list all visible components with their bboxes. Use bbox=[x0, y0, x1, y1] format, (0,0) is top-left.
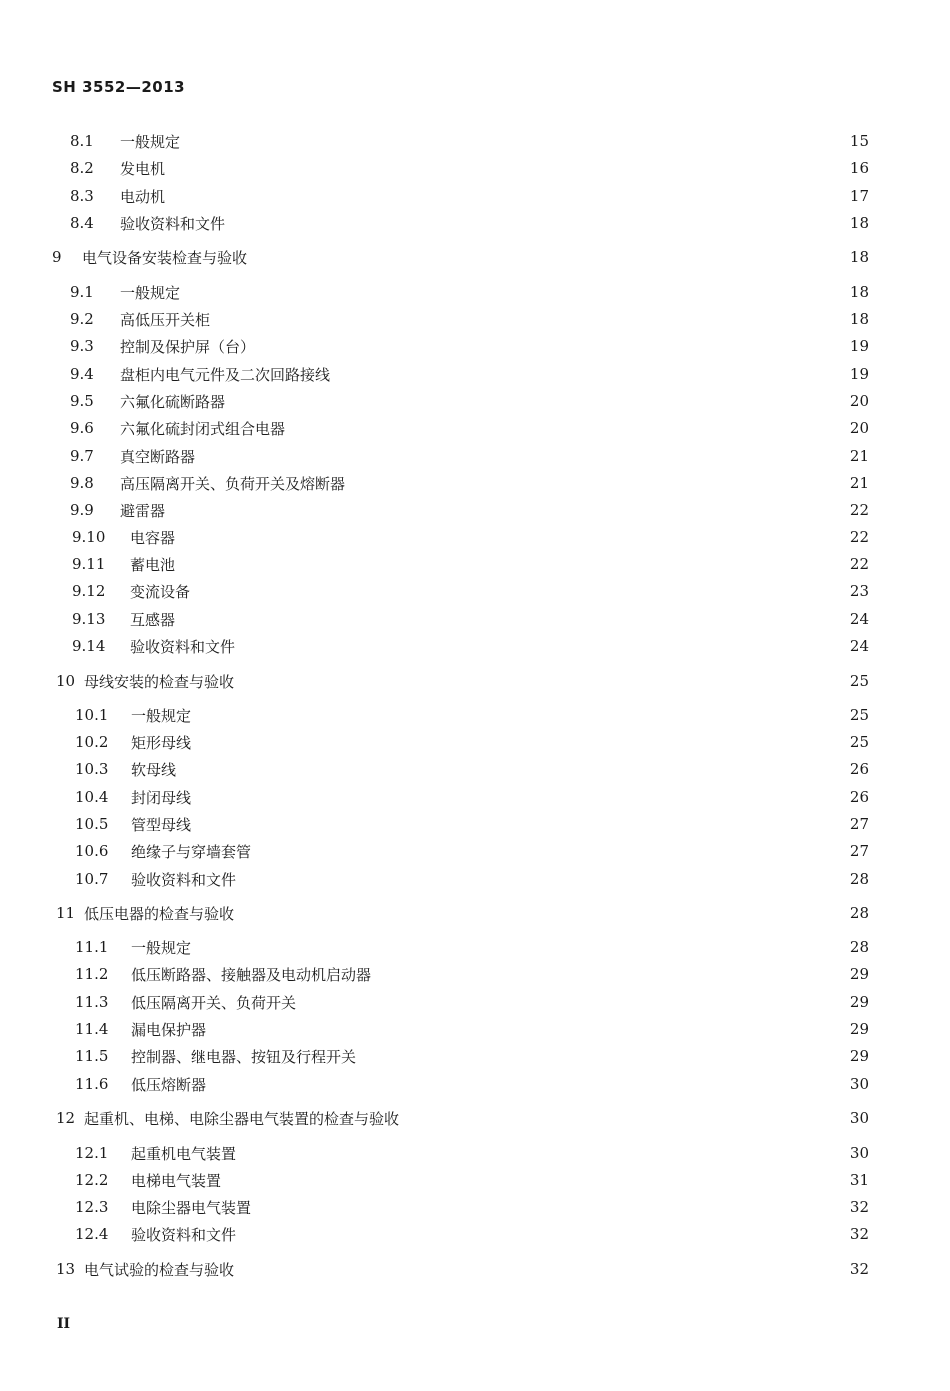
toc-entry-title: 低压熔断器 bbox=[131, 1075, 207, 1094]
toc-section-entry[interactable] bbox=[0, 704, 950, 726]
toc-entry-page: 15 bbox=[849, 132, 869, 150]
dot-leader bbox=[252, 840, 846, 862]
toc-entry-title: 一般规定 bbox=[131, 938, 192, 957]
toc-section-entry[interactable] bbox=[0, 130, 950, 152]
dot-leader bbox=[192, 936, 846, 958]
toc-entry-number: 11.3 bbox=[75, 993, 109, 1011]
toc-chapter-entry[interactable] bbox=[0, 1107, 950, 1129]
toc-section-entry[interactable] bbox=[0, 472, 950, 494]
toc-entry-number: 9.8 bbox=[70, 474, 94, 492]
toc-entry-page: 22 bbox=[849, 555, 869, 573]
toc-section-entry[interactable] bbox=[0, 1018, 950, 1040]
toc-entry-page: 28 bbox=[849, 904, 869, 922]
toc-entry-title: 母线安装的检查与验收 bbox=[84, 672, 235, 691]
toc-entry-page: 25 bbox=[849, 706, 869, 724]
toc-entry-number: 13 bbox=[56, 1260, 76, 1278]
toc-entry-title: 验收资料和文件 bbox=[130, 637, 236, 656]
toc-section-entry[interactable] bbox=[0, 1142, 950, 1164]
toc-entry-page: 32 bbox=[849, 1260, 869, 1278]
dot-leader bbox=[237, 868, 846, 890]
toc-entry-number: 9 bbox=[52, 248, 62, 266]
toc-entry-number: 9.4 bbox=[70, 365, 94, 383]
toc-entry-number: 12.3 bbox=[75, 1198, 109, 1216]
toc-entry-number: 9.11 bbox=[72, 555, 106, 573]
dot-leader bbox=[211, 308, 846, 330]
toc-entry-number: 11.5 bbox=[75, 1047, 109, 1065]
toc-entry-title: 一般规定 bbox=[120, 132, 181, 151]
toc-section-entry[interactable] bbox=[0, 1073, 950, 1095]
toc-entry-number: 11 bbox=[56, 904, 76, 922]
dot-leader bbox=[192, 813, 846, 835]
toc-entry-number: 10.2 bbox=[75, 733, 109, 751]
toc-entry-page: 29 bbox=[849, 1047, 869, 1065]
toc-entry-number: 11.2 bbox=[75, 965, 109, 983]
toc-entry-title: 封闭母线 bbox=[131, 788, 192, 807]
toc-entry-page: 21 bbox=[849, 447, 869, 465]
toc-section-entry[interactable] bbox=[0, 1045, 950, 1067]
toc-entry-title: 避雷器 bbox=[120, 501, 166, 520]
toc-entry-number: 9.6 bbox=[70, 419, 94, 437]
toc-entry-page: 30 bbox=[849, 1109, 869, 1127]
dot-leader bbox=[222, 1169, 846, 1191]
toc-entry-number: 10.5 bbox=[75, 815, 109, 833]
toc-entry-number: 12 bbox=[56, 1109, 76, 1127]
toc-entry-page: 31 bbox=[849, 1171, 869, 1189]
page-number-footer: II bbox=[57, 1316, 71, 1332]
toc-section-entry[interactable] bbox=[0, 1169, 950, 1191]
dot-leader bbox=[235, 902, 846, 924]
dot-leader bbox=[346, 472, 846, 494]
toc-entry-title: 电除尘器电气装置 bbox=[131, 1198, 252, 1217]
toc-entry-number: 10.7 bbox=[75, 870, 109, 888]
dot-leader bbox=[226, 212, 846, 234]
toc-entry-number: 9.2 bbox=[70, 310, 94, 328]
toc-entry-title: 电动机 bbox=[120, 187, 166, 206]
toc-entry-number: 9.3 bbox=[70, 337, 94, 355]
dot-leader bbox=[181, 281, 846, 303]
dot-leader bbox=[235, 670, 846, 692]
toc-section-entry[interactable] bbox=[0, 417, 950, 439]
toc-entry-page: 32 bbox=[849, 1225, 869, 1243]
toc-section-entry[interactable] bbox=[0, 786, 950, 808]
toc-entry-page: 20 bbox=[849, 392, 869, 410]
toc-entry-page: 20 bbox=[849, 419, 869, 437]
toc-section-entry[interactable] bbox=[0, 991, 950, 1013]
toc-entry-page: 30 bbox=[849, 1144, 869, 1162]
toc-entry-page: 22 bbox=[849, 528, 869, 546]
dot-leader bbox=[176, 553, 846, 575]
toc-entry-number: 8.4 bbox=[70, 214, 94, 232]
toc-entry-number: 8.1 bbox=[70, 132, 94, 150]
toc-section-entry[interactable] bbox=[0, 363, 950, 385]
toc-entry-number: 10.3 bbox=[75, 760, 109, 778]
dot-leader bbox=[236, 635, 846, 657]
toc-entry-page: 25 bbox=[849, 672, 869, 690]
toc-entry-page: 16 bbox=[849, 159, 869, 177]
toc-entry-number: 10.6 bbox=[75, 842, 109, 860]
toc-section-entry[interactable] bbox=[0, 963, 950, 985]
toc-section-entry[interactable] bbox=[0, 308, 950, 330]
toc-entry-title: 绝缘子与穿墙套管 bbox=[131, 842, 252, 861]
dot-leader bbox=[226, 390, 846, 412]
toc-entry-title: 高压隔离开关、负荷开关及熔断器 bbox=[120, 474, 346, 493]
toc-section-entry[interactable] bbox=[0, 526, 950, 548]
toc-entry-title: 软母线 bbox=[131, 760, 177, 779]
toc-section-entry[interactable] bbox=[0, 157, 950, 179]
dot-leader bbox=[191, 580, 846, 602]
toc-entry-title: 电气设备安装检查与验收 bbox=[82, 248, 248, 267]
dot-leader bbox=[196, 445, 846, 467]
toc-entry-page: 27 bbox=[849, 815, 869, 833]
toc-entry-page: 24 bbox=[849, 637, 869, 655]
toc-entry-page: 26 bbox=[849, 788, 869, 806]
dot-leader bbox=[192, 731, 846, 753]
toc-entry-number: 8.3 bbox=[70, 187, 94, 205]
toc-section-entry[interactable] bbox=[0, 1223, 950, 1245]
toc-entry-number: 11.1 bbox=[75, 938, 109, 956]
toc-entry-title: 高低压开关柜 bbox=[120, 310, 211, 329]
toc-entry-number: 9.7 bbox=[70, 447, 94, 465]
toc-entry-number: 9.5 bbox=[70, 392, 94, 410]
toc-section-entry[interactable] bbox=[0, 499, 950, 521]
dot-leader bbox=[237, 1223, 846, 1245]
dot-leader bbox=[176, 526, 846, 548]
toc-entry-page: 18 bbox=[849, 310, 869, 328]
toc-entry-number: 11.6 bbox=[75, 1075, 109, 1093]
dot-leader bbox=[207, 1018, 846, 1040]
toc-entry-title: 控制及保护屏（台） bbox=[120, 337, 256, 356]
toc-entry-title: 矩形母线 bbox=[131, 733, 192, 752]
dot-leader bbox=[286, 417, 846, 439]
toc-section-entry[interactable] bbox=[0, 335, 950, 357]
toc-chapter-entry[interactable] bbox=[0, 670, 950, 692]
toc-entry-number: 9.9 bbox=[70, 501, 94, 519]
toc-entry-title: 蓄电池 bbox=[130, 555, 176, 574]
dot-leader bbox=[192, 704, 846, 726]
toc-section-entry[interactable] bbox=[0, 445, 950, 467]
dot-leader bbox=[248, 246, 846, 268]
toc-entry-number: 9.14 bbox=[72, 637, 106, 655]
document-code-header: SH 3552—2013 bbox=[52, 78, 186, 96]
toc-section-entry[interactable] bbox=[0, 635, 950, 657]
toc-section-entry[interactable] bbox=[0, 936, 950, 958]
toc-entry-title: 电梯电气装置 bbox=[131, 1171, 222, 1190]
toc-entry-page: 27 bbox=[849, 842, 869, 860]
dot-leader bbox=[166, 499, 846, 521]
toc-entry-title: 六氟化硫封闭式组合电器 bbox=[120, 419, 286, 438]
toc-section-entry[interactable] bbox=[0, 731, 950, 753]
toc-chapter-entry[interactable] bbox=[0, 246, 950, 268]
toc-entry-page: 23 bbox=[849, 582, 869, 600]
dot-leader bbox=[166, 157, 846, 179]
toc-entry-title: 低压隔离开关、负荷开关 bbox=[131, 993, 297, 1012]
dot-leader bbox=[192, 786, 846, 808]
toc-entry-number: 12.2 bbox=[75, 1171, 109, 1189]
toc-entry-title: 低压断路器、接触器及电动机启动器 bbox=[131, 965, 372, 984]
dot-leader bbox=[297, 991, 846, 1013]
toc-section-entry[interactable] bbox=[0, 608, 950, 630]
dot-leader bbox=[400, 1107, 846, 1129]
toc-entry-title: 一般规定 bbox=[131, 706, 192, 725]
toc-chapter-entry[interactable] bbox=[0, 902, 950, 924]
dot-leader bbox=[237, 1142, 846, 1164]
toc-entry-title: 盘柜内电气元件及二次回路接线 bbox=[120, 365, 331, 384]
toc-section-entry[interactable] bbox=[0, 868, 950, 890]
toc-entry-page: 29 bbox=[849, 965, 869, 983]
toc-entry-page: 18 bbox=[849, 248, 869, 266]
toc-entry-title: 真空断路器 bbox=[120, 447, 196, 466]
toc-entry-title: 变流设备 bbox=[130, 582, 191, 601]
toc-section-entry[interactable] bbox=[0, 281, 950, 303]
toc-section-entry[interactable] bbox=[0, 840, 950, 862]
toc-entry-number: 8.2 bbox=[70, 159, 94, 177]
toc-section-entry[interactable] bbox=[0, 1196, 950, 1218]
dot-leader bbox=[181, 130, 846, 152]
toc-entry-title: 发电机 bbox=[120, 159, 166, 178]
toc-entry-number: 9.1 bbox=[70, 283, 94, 301]
toc-section-entry[interactable] bbox=[0, 185, 950, 207]
toc-entry-page: 18 bbox=[849, 214, 869, 232]
toc-entry-page: 24 bbox=[849, 610, 869, 628]
toc-entry-title: 验收资料和文件 bbox=[131, 870, 237, 889]
dot-leader bbox=[177, 758, 846, 780]
toc-entry-page: 18 bbox=[849, 283, 869, 301]
toc-entry-title: 管型母线 bbox=[131, 815, 192, 834]
dot-leader bbox=[256, 335, 846, 357]
toc-entry-number: 12.4 bbox=[75, 1225, 109, 1243]
toc-entry-title: 六氟化硫断路器 bbox=[120, 392, 226, 411]
toc-entry-page: 22 bbox=[849, 501, 869, 519]
toc-entry-title: 电气试验的检查与验收 bbox=[84, 1260, 235, 1279]
dot-leader bbox=[357, 1045, 846, 1067]
toc-entry-number: 11.4 bbox=[75, 1020, 109, 1038]
toc-entry-number: 10.1 bbox=[75, 706, 109, 724]
toc-entry-page: 26 bbox=[849, 760, 869, 778]
toc-entry-page: 17 bbox=[849, 187, 869, 205]
toc-entry-number: 10 bbox=[56, 672, 76, 690]
toc-chapter-entry[interactable] bbox=[0, 1258, 950, 1280]
toc-entry-title: 验收资料和文件 bbox=[131, 1225, 237, 1244]
toc-section-entry[interactable] bbox=[0, 758, 950, 780]
toc-entry-title: 低压电器的检查与验收 bbox=[84, 904, 235, 923]
dot-leader bbox=[166, 185, 846, 207]
toc-entry-title: 电容器 bbox=[130, 528, 176, 547]
dot-leader bbox=[331, 363, 846, 385]
toc-entry-number: 12.1 bbox=[75, 1144, 109, 1162]
dot-leader bbox=[207, 1073, 846, 1095]
dot-leader bbox=[176, 608, 846, 630]
toc-entry-title: 一般规定 bbox=[120, 283, 181, 302]
dot-leader bbox=[372, 963, 846, 985]
dot-leader bbox=[235, 1258, 846, 1280]
toc-section-entry[interactable] bbox=[0, 553, 950, 575]
toc-entry-title: 验收资料和文件 bbox=[120, 214, 226, 233]
toc-entry-title: 互感器 bbox=[130, 610, 176, 629]
toc-entry-title: 起重机电气装置 bbox=[131, 1144, 237, 1163]
toc-section-entry[interactable] bbox=[0, 580, 950, 602]
dot-leader bbox=[252, 1196, 846, 1218]
toc-section-entry[interactable] bbox=[0, 390, 950, 412]
toc-entry-page: 19 bbox=[849, 337, 869, 355]
toc-entry-title: 控制器、继电器、按钮及行程开关 bbox=[131, 1047, 357, 1066]
toc-entry-number: 9.12 bbox=[72, 582, 106, 600]
toc-entry-page: 28 bbox=[849, 938, 869, 956]
toc-entry-number: 9.10 bbox=[72, 528, 106, 546]
toc-entry-title: 起重机、电梯、电除尘器电气装置的检查与验收 bbox=[84, 1109, 400, 1128]
toc-entry-page: 25 bbox=[849, 733, 869, 751]
toc-entry-page: 28 bbox=[849, 870, 869, 888]
toc-entry-page: 19 bbox=[849, 365, 869, 383]
toc-entry-page: 30 bbox=[849, 1075, 869, 1093]
toc-section-entry[interactable] bbox=[0, 813, 950, 835]
toc-entry-page: 29 bbox=[849, 993, 869, 1011]
toc-entry-title: 漏电保护器 bbox=[131, 1020, 207, 1039]
toc-entry-page: 21 bbox=[849, 474, 869, 492]
toc-entry-page: 32 bbox=[849, 1198, 869, 1216]
toc-entry-page: 29 bbox=[849, 1020, 869, 1038]
toc-entry-number: 9.13 bbox=[72, 610, 106, 628]
toc-entry-number: 10.4 bbox=[75, 788, 109, 806]
toc-section-entry[interactable] bbox=[0, 212, 950, 234]
